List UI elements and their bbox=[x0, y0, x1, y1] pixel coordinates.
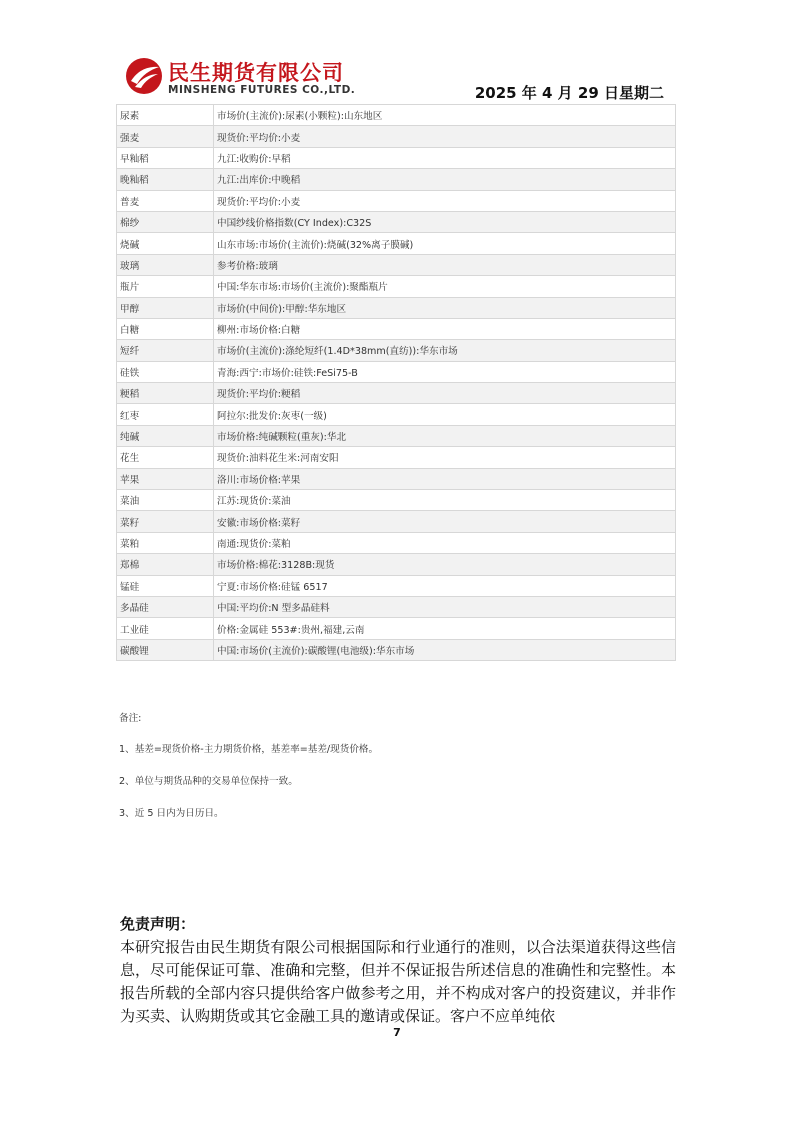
commodity-name-cell: 郑棉 bbox=[117, 554, 214, 575]
commodity-name-cell: 尿素 bbox=[117, 105, 214, 126]
commodity-name-cell: 早籼稻 bbox=[117, 147, 214, 168]
page-header bbox=[0, 0, 794, 110]
commodity-name-cell: 工业硅 bbox=[117, 618, 214, 639]
price-source-cell: 山东市场:市场价(主流价):烧碱(32%离子膜碱) bbox=[214, 233, 676, 254]
note-item: 2、单位与期货品种的交易单位保持一致。 bbox=[119, 776, 298, 787]
table-row bbox=[117, 596, 676, 617]
table-row bbox=[117, 425, 676, 446]
price-source-cell: 参考价格:玻璃 bbox=[214, 254, 676, 275]
table-row bbox=[117, 554, 676, 575]
price-source-cell: 市场价(主流价):尿素(小颗粒):山东地区 bbox=[214, 105, 676, 126]
price-source-cell: 宁夏:市场价格:硅锰 6517 bbox=[214, 575, 676, 596]
commodity-name-cell: 锰硅 bbox=[117, 575, 214, 596]
table-row bbox=[117, 297, 676, 318]
logo-english-name: MINSHENG FUTURES CO.,LTD. bbox=[168, 84, 356, 96]
table-row bbox=[117, 639, 676, 660]
price-source-cell: 价格:金属硅 553#:贵州,福建,云南 bbox=[214, 618, 676, 639]
table-row bbox=[117, 447, 676, 468]
table-row bbox=[117, 490, 676, 511]
price-source-cell: 市场价格:棉花:3128B:现货 bbox=[214, 554, 676, 575]
commodity-name-cell: 菜籽 bbox=[117, 511, 214, 532]
table-row bbox=[117, 276, 676, 297]
commodity-name-cell: 菜油 bbox=[117, 490, 214, 511]
commodity-name-cell: 碳酸锂 bbox=[117, 639, 214, 660]
logo-emblem-icon bbox=[124, 56, 164, 96]
price-source-cell: 南通:现货价:菜粕 bbox=[214, 532, 676, 553]
price-source-cell: 青海:西宁:市场价:硅铁:FeSi75-B bbox=[214, 361, 676, 382]
commodity-name-cell: 粳稻 bbox=[117, 383, 214, 404]
disclaimer-body: 本研究报告由民生期货有限公司根据国际和行业通行的准则，以合法渠道获得这些信息，尽可能保证可靠、准确和完整，但并不保证报告所述信息的准确性和完整性。本报告所载的全部内容只提供给客户做参考之用，并不构成对客户的投资建议，并非作为买卖、认购期货或其它金融工具的邀请或保证。客户不应单纯依 bbox=[120, 938, 676, 1025]
commodity-name-cell: 硅铁 bbox=[117, 361, 214, 382]
commodity-name-cell: 甲醇 bbox=[117, 297, 214, 318]
logo-chinese-name: 民生期货有限公司 bbox=[168, 61, 344, 85]
price-source-cell: 市场价格:纯碱颗粒(重灰):华北 bbox=[214, 425, 676, 446]
table-row bbox=[117, 532, 676, 553]
table-row bbox=[117, 169, 676, 190]
table-row bbox=[117, 618, 676, 639]
commodity-name-cell: 红枣 bbox=[117, 404, 214, 425]
note-item: 1、基差=现货价格-主力期货价格，基差率=基差/现货价格。 bbox=[119, 744, 379, 755]
price-source-cell: 柳州:市场价格:白糖 bbox=[214, 318, 676, 339]
price-source-cell: 阿拉尔:批发价:灰枣(一级) bbox=[214, 404, 676, 425]
price-source-cell: 现货价:平均价:粳稻 bbox=[214, 383, 676, 404]
table-row bbox=[117, 468, 676, 489]
table-row bbox=[117, 233, 676, 254]
commodity-table bbox=[116, 104, 676, 661]
commodity-name-cell: 纯碱 bbox=[117, 425, 214, 446]
commodity-name-cell: 强麦 bbox=[117, 126, 214, 147]
commodity-name-cell: 瓶片 bbox=[117, 276, 214, 297]
table-row bbox=[117, 318, 676, 339]
note-item: 3、近 5 日内为日历日。 bbox=[119, 808, 224, 819]
table-row bbox=[117, 147, 676, 168]
price-source-cell: 市场价(主流价):涤纶短纤(1.4D*38mm(直纺)):华东市场 bbox=[214, 340, 676, 361]
commodity-name-cell: 多晶硅 bbox=[117, 596, 214, 617]
table-row bbox=[117, 105, 676, 126]
commodity-name-cell: 花生 bbox=[117, 447, 214, 468]
price-source-cell: 中国:平均价:N 型多晶硅料 bbox=[214, 596, 676, 617]
table-row bbox=[117, 211, 676, 232]
price-source-cell: 江苏:现货价:菜油 bbox=[214, 490, 676, 511]
disclaimer-section bbox=[120, 914, 676, 1028]
price-source-cell: 市场价(中间价):甲醇:华东地区 bbox=[214, 297, 676, 318]
disclaimer-title: 免责声明： bbox=[120, 915, 196, 933]
table-row bbox=[117, 575, 676, 596]
table-row bbox=[117, 383, 676, 404]
table-row bbox=[117, 404, 676, 425]
table-row bbox=[117, 254, 676, 275]
commodity-name-cell: 苹果 bbox=[117, 468, 214, 489]
price-source-cell: 安徽:市场价格:菜籽 bbox=[214, 511, 676, 532]
table-row bbox=[117, 126, 676, 147]
table-body bbox=[117, 105, 676, 661]
notes-title: 备注: bbox=[119, 713, 142, 724]
price-source-cell: 九江:收购价:早稻 bbox=[214, 147, 676, 168]
table-row bbox=[117, 361, 676, 382]
company-logo bbox=[124, 56, 364, 100]
commodity-name-cell: 菜粕 bbox=[117, 532, 214, 553]
table-row bbox=[117, 190, 676, 211]
commodity-name-cell: 短纤 bbox=[117, 340, 214, 361]
table-row bbox=[117, 340, 676, 361]
price-source-cell: 现货价:平均价:小麦 bbox=[214, 126, 676, 147]
commodity-name-cell: 棉纱 bbox=[117, 211, 214, 232]
price-source-cell: 九江:出库价:中晚稻 bbox=[214, 169, 676, 190]
price-source-cell: 中国:华东市场:市场价(主流价):聚酯瓶片 bbox=[214, 276, 676, 297]
price-source-cell: 现货价:油料花生米:河南安阳 bbox=[214, 447, 676, 468]
price-source-cell: 中国纱线价格指数(CY Index):C32S bbox=[214, 211, 676, 232]
commodity-name-cell: 烧碱 bbox=[117, 233, 214, 254]
commodity-name-cell: 白糖 bbox=[117, 318, 214, 339]
page-number: 7 bbox=[393, 1026, 401, 1039]
commodity-name-cell: 晚籼稻 bbox=[117, 169, 214, 190]
commodity-name-cell: 玻璃 bbox=[117, 254, 214, 275]
commodity-name-cell: 普麦 bbox=[117, 190, 214, 211]
report-date: 2025 年 4 月 29 日星期二 bbox=[474, 84, 664, 102]
price-source-cell: 现货价:平均价:小麦 bbox=[214, 190, 676, 211]
price-source-cell: 中国:市场价(主流价):碳酸锂(电池级):华东市场 bbox=[214, 639, 676, 660]
price-source-cell: 洛川:市场价格:苹果 bbox=[214, 468, 676, 489]
table-row bbox=[117, 511, 676, 532]
